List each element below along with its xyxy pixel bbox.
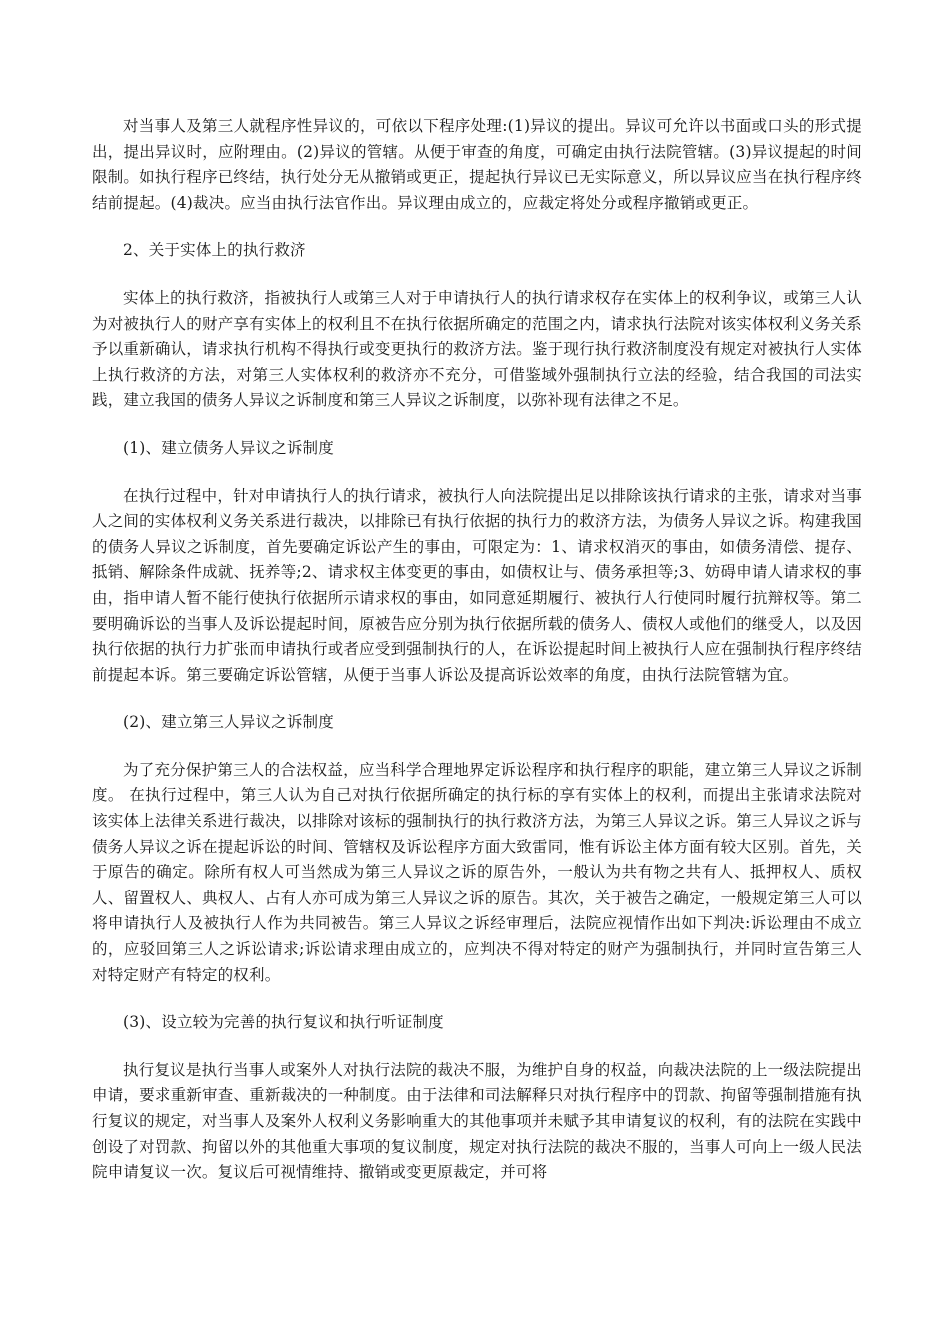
paragraph-debtor-objection-suit: 在执行过程中，针对申请执行人的执行请求，被执行人向法院提出足以排除该执行请求的主张，请求对当事人之间的实体权利义务关系进行裁决，以排除已有执行依据的执行力的救济方法，为债务人异议之诉。构建我国的债务人异议之诉制度，首先要确定诉讼产生的事由，可限定为：1、请求权消灭的事由，如债务清偿、提存、抵销、解除条件成就、抚养等;2、请求权主体变更的事由，如债权让与、债务承担等;3、妨碍申请人请求权的事由，指申请人暂不能行使执行依据所示请求权的事由，如同意延期履行、被执行人行使同时履行抗辩权等。第二要明确诉讼的当事人及诉讼提起时间，原被告应分别为执行依据所载的债务人、债权人或他们的继受人，以及因执行依据的执行力扩张而申请执行或者应受到强制执行的人，在诉讼提起时间上被执行人应在强制执行程序终结前提起本诉。第三要确定诉讼管辖，从便于当事人诉讼及提高诉讼效率的角度，由执行法院管辖为宜。 <box>92 486 862 684</box>
paragraph-gap <box>92 1036 862 1058</box>
paragraph-gap <box>92 736 862 758</box>
document-body <box>92 114 862 1186</box>
section-heading-review-and-hearing: (3)、设立较为完善的执行复议和执行听证制度 <box>123 1013 444 1032</box>
paragraph-gap <box>92 462 862 484</box>
paragraph-substantive-remedy: 实体上的执行救济，指被执行人或第三人对于申请执行人的执行请求权存在实体上的权利争议，或第三人认为对被执行人的财产享有实体上的权利且不在执行依据所确定的范围之内，请求执行法院对该实体权利义务关系予以重新确认，请求执行机构不得执行或变更执行的救济方法。鉴于现行执行救济制度没有规定对被执行人实体上执行救济的方法，对第三人实体权利的救济亦不充分，可借鉴域外强制执行立法的经验，结合我国的司法实践，建立我国的债务人异议之诉制度和第三人异议之诉制度，以弥补现有法律之不足。 <box>92 288 862 410</box>
section-heading-substantive-remedy: 2、关于实体上的执行救济 <box>123 241 306 260</box>
section-heading-third-party-objection-suit: (2)、建立第三人异议之诉制度 <box>123 713 334 732</box>
paragraph-gap <box>92 216 862 238</box>
paragraph-gap <box>92 264 862 286</box>
paragraph-gap <box>92 688 862 710</box>
paragraph-procedural-objection: 对当事人及第三人就程序性异议的，可依以下程序处理:(1)异议的提出。异议可允许以书面或口头的形式提出，提出异议时，应附理由。(2)异议的管辖。从便于审查的角度，可确定由执行法院管辖。(3)异议提起的时间限制。如执行程序已终结，执行处分无从撤销或更正，提起执行异议已无实际意义，所以异议应当在执行程序终结前提起。(4)裁决。应当由执行法官作出。异议理由成立的，应裁定将处分或程序撤销或更正。 <box>92 117 862 212</box>
paragraph-execution-review: 执行复议是执行当事人或案外人对执行法院的裁决不服，为维护自身的权益，向裁决法院的上一级法院提出申请，要求重新审查、重新裁决的一种制度。由于法律和司法解释只对执行程序中的罚款、拘留等强制措施有执行复议的规定，对当事人及案外人权利义务影响重大的其他事项并未赋予其申请复议的权利，有的法院在实践中创设了对罚款、拘留以外的其他重大事项的复议制度，规定对执行法院的裁决不服的，当事人可向上一级人民法院申请复议一次。复议后可视情维持、撤销或变更原裁定，并可将 <box>92 1060 862 1182</box>
paragraph-third-party-objection-suit: 为了充分保护第三人的合法权益，应当科学合理地界定诉讼程序和执行程序的职能，建立第三人异议之诉制度。 在执行过程中，第三人认为自己对执行依据所确定的执行标的享有实体上的权利，而提出主张请求法院对该实体上法律关系进行裁决，以排除对该标的强制执行的执行救济方法，为第三人异议之诉。第三人异议之诉与债务人异议之诉在提起诉讼的时间、管辖权及诉讼程序方面大致雷同，惟有诉讼主体方面有较大区别。首先，关于原告的确定。除所有权人可当然成为第三人异议之诉的原告外，一般认为共有物之共有人、抵押权人、质权人、留置权人、典权人、占有人亦可成为第三人异议之诉的原告。其次，关于被告之确定，一般规定第三人可以将申请执行人及被执行人作为共同被告。第三人异议之诉经审理后，法院应视情作出如下判决:诉讼理由不成立的，应驳回第三人之诉讼请求;诉讼请求理由成立的，应判决不得对特定的财产为强制执行，并同时宣告第三人对特定财产有特定的权利。 <box>92 760 862 984</box>
paragraph-gap <box>92 414 862 436</box>
paragraph-gap <box>92 988 862 1010</box>
section-heading-debtor-objection-suit: (1)、建立债务人异议之诉制度 <box>123 438 334 457</box>
